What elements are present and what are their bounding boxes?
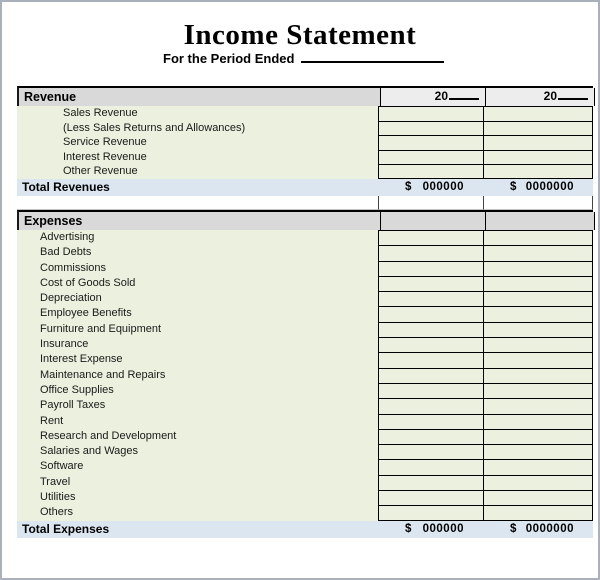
line-item-label: Utilities bbox=[40, 491, 76, 504]
line-item-label: Office Supplies bbox=[40, 383, 114, 396]
line-item-row bbox=[17, 337, 593, 352]
line-item-row bbox=[17, 475, 593, 490]
line-item-row bbox=[17, 230, 593, 245]
amount-cell-year2[interactable] bbox=[483, 414, 593, 429]
line-item-label: Commissions bbox=[40, 261, 107, 274]
line-item-row bbox=[17, 261, 593, 276]
amount-cell-year2[interactable] bbox=[483, 337, 593, 352]
total-expenses-value-year1: 000000 bbox=[422, 523, 464, 536]
line-item-row bbox=[17, 164, 593, 179]
expenses-section-header: Expenses bbox=[24, 213, 83, 228]
expenses-year-cell-2 bbox=[485, 212, 595, 230]
amount-cell-year2[interactable] bbox=[483, 352, 593, 367]
line-item-label: Service Revenue bbox=[63, 136, 147, 149]
line-item-label: Maintenance and Repairs bbox=[40, 368, 166, 381]
amount-cell-year2[interactable] bbox=[483, 135, 593, 150]
amount-cell-year1[interactable] bbox=[378, 383, 483, 398]
line-item-label: Research and Development bbox=[40, 429, 177, 442]
amount-cell-year1[interactable] bbox=[378, 322, 483, 337]
amount-cell-year1[interactable] bbox=[378, 429, 483, 444]
line-item-label: Bad Debts bbox=[40, 246, 92, 259]
line-item-label: Other Revenue bbox=[63, 165, 138, 178]
line-item-label: Interest Expense bbox=[40, 353, 123, 366]
amount-cell-year2[interactable] bbox=[483, 490, 593, 505]
amount-cell-year1[interactable] bbox=[378, 164, 483, 179]
line-item-label: Insurance bbox=[40, 338, 89, 351]
line-item-label: Software bbox=[40, 460, 84, 473]
line-item-label: Others bbox=[40, 506, 74, 519]
line-item-label: (Less Sales Returns and Allowances) bbox=[63, 121, 246, 134]
line-item-label: Furniture and Equipment bbox=[40, 322, 162, 335]
line-item-row bbox=[17, 490, 593, 505]
amount-cell-year1[interactable] bbox=[378, 337, 483, 352]
amount-cell-year1[interactable] bbox=[378, 368, 483, 383]
line-item-row bbox=[17, 368, 593, 383]
currency-symbol: $ bbox=[405, 181, 412, 194]
line-item-label: Employee Benefits bbox=[40, 307, 132, 320]
line-item-label: Cost of Goods Sold bbox=[40, 276, 136, 289]
amount-cell-year1[interactable] bbox=[378, 505, 483, 520]
line-item-row bbox=[17, 459, 593, 474]
total-revenues-value-year1: 000000 bbox=[422, 181, 464, 194]
amount-cell-year2[interactable] bbox=[483, 398, 593, 413]
year-prefix: 20 bbox=[434, 89, 448, 103]
period-ended-blank-field[interactable] bbox=[301, 52, 444, 63]
total-revenues-row bbox=[17, 179, 593, 196]
amount-cell-year1[interactable] bbox=[378, 135, 483, 150]
line-item-label: Interest Revenue bbox=[63, 150, 147, 163]
amount-cell-year1[interactable] bbox=[378, 291, 483, 306]
year-blank-field-1[interactable] bbox=[449, 97, 479, 100]
line-item-row bbox=[17, 429, 593, 444]
revenue-items bbox=[17, 106, 593, 179]
expenses-items bbox=[17, 230, 593, 521]
amount-cell-year1[interactable] bbox=[378, 276, 483, 291]
revenue-section bbox=[17, 86, 593, 196]
line-item-row bbox=[17, 135, 593, 150]
amount-cell-year1[interactable] bbox=[378, 121, 483, 136]
amount-cell-year2[interactable] bbox=[483, 429, 593, 444]
amount-cell-year2[interactable] bbox=[483, 121, 593, 136]
line-item-label: Payroll Taxes bbox=[40, 399, 106, 412]
line-item-row bbox=[17, 383, 593, 398]
amount-cell-year2[interactable] bbox=[483, 261, 593, 276]
line-item-row bbox=[17, 306, 593, 321]
total-revenues-year2 bbox=[483, 179, 593, 196]
line-item-row bbox=[17, 398, 593, 413]
amount-cell-year1[interactable] bbox=[378, 150, 483, 165]
line-item-row bbox=[17, 414, 593, 429]
year-prefix: 20 bbox=[543, 89, 557, 103]
total-expenses-label: Total Expenses bbox=[22, 521, 110, 536]
line-item-row bbox=[17, 352, 593, 367]
amount-cell-year1[interactable] bbox=[378, 490, 483, 505]
amount-cell-year2[interactable] bbox=[483, 368, 593, 383]
line-item-row bbox=[17, 322, 593, 337]
amount-cell-year2[interactable] bbox=[483, 230, 593, 245]
line-item-label: Advertising bbox=[40, 230, 95, 243]
amount-cell-year2[interactable] bbox=[483, 383, 593, 398]
line-item-row bbox=[17, 121, 593, 136]
line-item-row bbox=[17, 276, 593, 291]
amount-cell-year2[interactable] bbox=[483, 505, 593, 520]
amount-cell-year1[interactable] bbox=[378, 475, 483, 490]
section-gap bbox=[17, 196, 593, 210]
gap-cell bbox=[17, 196, 378, 210]
line-item-row bbox=[17, 150, 593, 165]
line-item-row bbox=[17, 106, 593, 121]
document-title: Income Statement bbox=[183, 19, 417, 51]
amount-cell-year2[interactable] bbox=[483, 106, 593, 121]
revenue-header-row bbox=[17, 86, 593, 106]
total-expenses-value-year2: 0000000 bbox=[525, 523, 574, 536]
line-item-label: Sales Revenue bbox=[63, 107, 138, 119]
total-revenues-year1 bbox=[378, 179, 483, 196]
amount-cell-year1[interactable] bbox=[378, 230, 483, 245]
income-statement-table bbox=[17, 86, 593, 538]
line-item-label: Travel bbox=[40, 475, 71, 488]
amount-cell-year1[interactable] bbox=[378, 306, 483, 321]
line-item-row bbox=[17, 291, 593, 306]
amount-cell-year1[interactable] bbox=[378, 106, 483, 121]
line-item-label: Depreciation bbox=[40, 292, 102, 305]
document-subtitle bbox=[163, 51, 598, 66]
amount-cell-year2[interactable] bbox=[483, 291, 593, 306]
total-revenues-label: Total Revenues bbox=[22, 179, 110, 194]
amount-cell-year1[interactable] bbox=[378, 398, 483, 413]
amount-cell-year2[interactable] bbox=[483, 164, 593, 179]
amount-cell-year1[interactable] bbox=[378, 414, 483, 429]
amount-cell-year2[interactable] bbox=[483, 322, 593, 337]
amount-cell-year1[interactable] bbox=[378, 261, 483, 276]
line-item-label: Rent bbox=[40, 414, 64, 427]
currency-symbol: $ bbox=[510, 523, 517, 536]
currency-symbol: $ bbox=[510, 181, 517, 194]
total-expenses-year2 bbox=[483, 521, 593, 538]
year-column-header-2 bbox=[485, 88, 595, 106]
revenue-section-header: Revenue bbox=[24, 90, 77, 104]
year-column-header-1 bbox=[380, 88, 485, 106]
expenses-header-row bbox=[17, 210, 593, 230]
amount-cell-year1[interactable] bbox=[378, 352, 483, 367]
amount-cell-year1[interactable] bbox=[378, 459, 483, 474]
total-revenues-value-year2: 0000000 bbox=[525, 181, 574, 194]
line-item-row bbox=[17, 245, 593, 260]
amount-cell-year2[interactable] bbox=[483, 459, 593, 474]
amount-cell-year2[interactable] bbox=[483, 245, 593, 260]
year-blank-field-2[interactable] bbox=[558, 97, 588, 100]
line-item-row bbox=[17, 444, 593, 459]
expenses-section bbox=[17, 210, 593, 538]
currency-symbol: $ bbox=[405, 523, 412, 536]
total-expenses-row bbox=[17, 521, 593, 538]
amount-cell-year2[interactable] bbox=[483, 276, 593, 291]
amount-cell-year2[interactable] bbox=[483, 444, 593, 459]
amount-cell-year2[interactable] bbox=[483, 150, 593, 165]
gap-gridline bbox=[483, 196, 593, 210]
document-header bbox=[2, 2, 598, 86]
line-item-label: Salaries and Wages bbox=[40, 445, 139, 458]
expenses-year-cell-1 bbox=[380, 212, 485, 230]
amount-cell-year2[interactable] bbox=[483, 306, 593, 321]
period-ended-label: For the Period Ended bbox=[163, 51, 295, 67]
amount-cell-year1[interactable] bbox=[378, 444, 483, 459]
amount-cell-year1[interactable] bbox=[378, 245, 483, 260]
line-item-row bbox=[17, 505, 593, 520]
gap-gridline bbox=[378, 196, 483, 210]
amount-cell-year2[interactable] bbox=[483, 475, 593, 490]
total-expenses-year1 bbox=[378, 521, 483, 538]
